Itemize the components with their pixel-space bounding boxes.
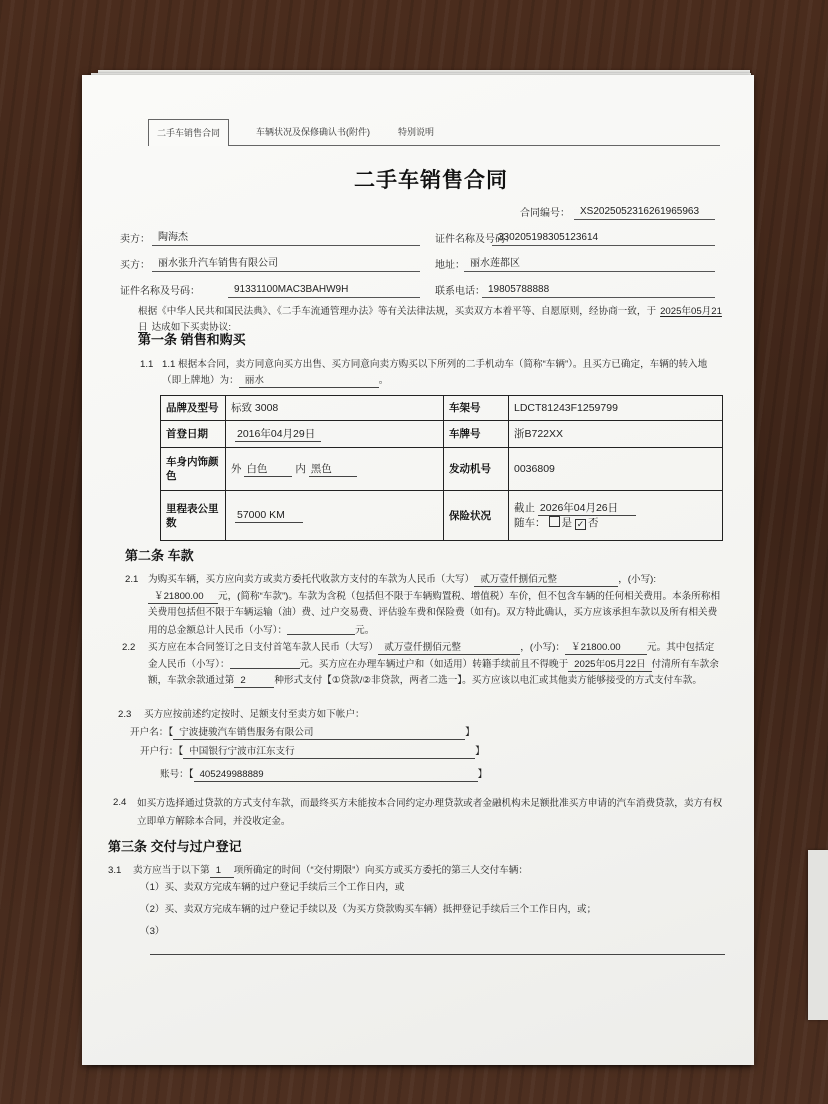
clause-2-2-text-3: 元。其中包括定金人民币（小写）：: [148, 642, 715, 670]
bank-line: [140, 744, 485, 760]
total-amount-blank: [287, 622, 355, 635]
tab-special-notes: 特别说明: [398, 127, 435, 137]
preamble-tail: 达成如下买卖协议:: [151, 322, 232, 333]
engine-label: 发动机号: [444, 448, 509, 491]
bank-name: 中国银行宁波市江东支行: [183, 745, 475, 759]
clause-2-1-number: 2.1: [125, 574, 139, 585]
buyer-label: 买方：: [120, 260, 150, 271]
clause-2-2-text-4: 元。买方应在办理车辆过户和（如适用）转籍手续前且不得晚于: [299, 659, 569, 670]
insurance-until-date: 2026年04月26日: [538, 502, 636, 516]
clause-2-4-number: 2.4: [113, 797, 127, 808]
clause-2-1-tail: 元。: [355, 624, 375, 636]
table-row: [161, 448, 723, 491]
with-car-yes-checkbox: [549, 516, 560, 527]
clause-2-3-text: 买方应按前述约定按时、足额支付至卖方如下帐户：: [144, 709, 365, 720]
tab-sales-contract: 二手车销售合同: [148, 119, 229, 146]
contract-page: [82, 75, 754, 1065]
bank-label: 开户行：【: [140, 746, 184, 757]
buyer-id-value: 91331100MAC3BAHW9H: [228, 282, 420, 298]
address-value: 丽水莲都区: [464, 256, 715, 272]
clause-2-1-text: 为购买车辆，买方应向卖方或卖方委托代收款方支付的车款为人民币（大写）: [148, 574, 475, 585]
clause-2-2: [148, 640, 723, 689]
vin-label: 车架号: [444, 396, 509, 421]
clause-3-1: [133, 863, 528, 879]
mileage-cell: [226, 491, 444, 541]
first-payment-amount: ￥21800.00: [565, 641, 647, 655]
clause-2-2-text-5: 付清所有车款余额，车款余款通过第: [148, 659, 719, 686]
with-car-no-label: 否: [588, 517, 599, 529]
bracket-close: 】: [475, 746, 485, 757]
section-3-heading: 第三条 交付与过户登记: [108, 839, 242, 854]
payment-method: 2: [234, 674, 274, 688]
clause-2-1-text-3: 元，(简称“车款”)。车款为含税（包括但不限于车辆购置税、增值税）车价，但不包含车辆的任何相关费用。本条所称相关费用包括但不限于车辆运输（油）费、过户交易费、评估验车费和保险费（如有)。双方特此确认，买方应该承担车款以及所有相关费用的总金额总计人民币（小写）：: [148, 590, 721, 636]
price-in-words: 贰万壹仟捌佰元整: [474, 573, 618, 587]
insurance-until-line: [514, 501, 717, 516]
seller-name: 陶海杰: [152, 230, 420, 246]
reg-date-value: 2016年04月29日: [235, 428, 321, 442]
account-name: 宁波捷骏汽车销售服务有限公司: [173, 726, 465, 740]
color-label: 车身内饰颜色: [161, 448, 226, 491]
insurance-cell: [509, 491, 723, 541]
clause-2-2-number: 2.2: [122, 642, 136, 653]
price-amount: ￥21800.00: [148, 590, 218, 604]
exterior-color: 白色: [244, 463, 292, 477]
table-row: [161, 491, 723, 541]
account-no-line: [160, 767, 487, 783]
seller-id-label: 证件名称及号码：: [435, 234, 515, 245]
engine-value: 0036809: [509, 448, 723, 491]
seller-id-value: 330205198305123614: [492, 230, 715, 246]
account-no-label: 账号：【: [160, 769, 194, 780]
clause-1-1-text: 1.1 根据本合同，卖方同意向买方出售、买方同意向卖方购买以下所列的二手机动车（简称“车辆”）。且买方已确定，车辆的转入地（即上牌地）为：: [162, 359, 708, 386]
account-name-label: 开户名：【: [130, 727, 174, 738]
brand-value: 标致 3008: [226, 396, 444, 421]
preamble-text: 根据《中华人民共和国民法典》、《二手车流通管理办法》等有关法律法规，买卖双方本着平等、自愿原则，经协商一致，于: [138, 306, 657, 317]
account-number: 405249988889: [194, 768, 478, 782]
first-payment-words: 贰万壹仟捌佰元整: [378, 641, 520, 655]
clause-2-1: [148, 572, 723, 639]
phone-label: 联系电话：: [435, 286, 485, 297]
address-label: 地址：: [435, 260, 465, 271]
exterior-label: 外: [231, 462, 242, 475]
clause-2-2-text-2: ，(小写)：: [520, 642, 566, 653]
bracket-close: 】: [477, 769, 488, 780]
mileage-label: 里程表公里数: [161, 491, 226, 541]
clause-2-1-text-2: ，(小写):: [618, 574, 657, 585]
interior-color: 黑色: [309, 463, 357, 477]
insurance-label: 保险状况: [444, 491, 509, 541]
delivery-option-number: 1: [210, 864, 234, 878]
reg-date-label: 首登日期: [161, 421, 226, 448]
buyer-id-label: 证件名称及号码：: [120, 286, 200, 297]
with-car-yes-label: 是: [561, 517, 572, 529]
buyer-name: 丽水张升汽车销售有限公司: [152, 256, 420, 272]
page-title: 二手车销售合同: [354, 169, 508, 192]
table-row: [161, 396, 723, 421]
with-car-label: 随车：: [514, 517, 546, 529]
clause-2-4: 如买方选择通过贷款的方式支付车款，而最终买方未能按本合同约定办理贷款或者金融机构未足额批准买方申请的汽车消费贷款，卖方有权立即单方解除本合同，并没收定金。: [137, 798, 723, 827]
section-2-heading: 第二条 车款: [125, 548, 194, 563]
reg-date-cell: [226, 421, 444, 448]
delivery-option-3: （3）: [140, 926, 165, 937]
contract-no-value: XS2025052316261965963: [574, 204, 715, 220]
clause-1-1: [162, 357, 722, 389]
clause-2-2-text: 买方应在本合同签订之日支付首笔车款人民币（大写）: [148, 642, 379, 653]
with-car-line: [514, 516, 717, 530]
brand-label: 品牌及型号: [161, 396, 226, 421]
clause-1-1-number: 1.1: [140, 359, 154, 370]
delivery-option-1: （1）买、卖双方完成车辆的过户登记手续后三个工作日内，或: [140, 882, 405, 893]
clause-2-2-tail: 种形式支付【①贷款/②非贷款，两者二选一】。买方应该以电汇或其他卖方能够接受的方式支付车款。: [274, 675, 702, 686]
seller-label: 卖方：: [120, 234, 150, 245]
plate-value: 浙B722XX: [509, 421, 723, 448]
mileage-value: 57000 KM: [235, 509, 303, 523]
plate-label: 车牌号: [444, 421, 509, 448]
interior-label: 内: [295, 462, 306, 475]
with-car-no-checkbox: ✓: [576, 519, 585, 529]
section-1-heading: 第一条 销售和购买: [138, 332, 246, 347]
color-cell: [226, 448, 444, 491]
vin-value: LDCT81243F1259799: [509, 396, 723, 421]
phone-value: 19805788888: [482, 282, 715, 298]
clause-3-1-tail: 项所确定的时间（“交付期限”）向买方或买方委托的第三人交付车辆：: [233, 865, 528, 876]
tab-bar: [148, 119, 720, 146]
insurance-until-label: 截止: [514, 502, 535, 514]
delivery-option-3-blank: [150, 954, 725, 955]
clause-1-1-tail: 。: [378, 375, 389, 386]
bracket-close: 】: [465, 727, 475, 738]
clause-2-3-number: 2.3: [118, 709, 132, 720]
clause-3-1-text: 卖方应当于以下第: [133, 865, 210, 876]
clause-3-1-number: 3.1: [108, 865, 122, 876]
delivery-option-2: （2）买、卖双方完成车辆的过户登记手续以及（为买方贷款购买车辆）抵押登记手续后三个工作日内，或；: [140, 904, 597, 915]
vehicle-info-table: [160, 395, 723, 541]
payment-deadline: 2025年05月22日: [568, 658, 651, 672]
contract-no-label: 合同编号：: [520, 208, 570, 219]
tab-vehicle-condition: 车辆状况及保修确认书(附件): [256, 127, 370, 137]
deposit-blank: [230, 656, 300, 669]
side-paper-edge: [808, 850, 828, 1020]
account-name-line: [130, 725, 475, 741]
table-row: [161, 421, 723, 448]
registration-place: 丽水: [239, 374, 379, 388]
agreement-date: 2025年05月21日: [138, 306, 722, 333]
